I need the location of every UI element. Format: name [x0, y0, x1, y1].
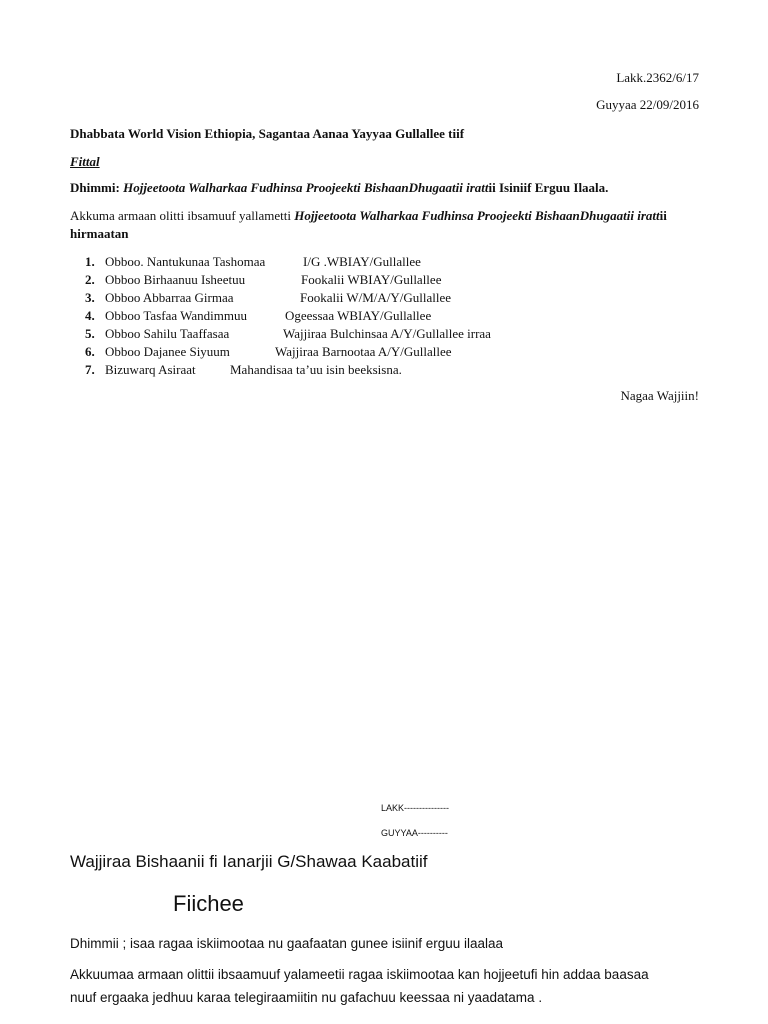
subject-label: Dhimmi:	[70, 180, 120, 195]
subject-tail: ii Isiniif Erguu Ilaala.	[488, 180, 609, 195]
list-number: 1.	[85, 254, 95, 269]
list-item	[85, 361, 645, 379]
member-name: Obboo Dajanee Siyuum	[105, 344, 230, 359]
subject-line-2: Dhimmii ; isaa ragaa iskiimootaa nu gaafaatan gunee isiinif erguu ilaalaa	[70, 936, 504, 951]
member-name: Bizuwarq Asiraat	[105, 362, 196, 377]
member-role: Wajjiraa Barnootaa A/Y/Gullallee	[275, 344, 452, 359]
body-line2: hirmaatan	[70, 226, 129, 241]
member-name: Obboo Birhaanuu Isheetuu	[105, 272, 246, 287]
body-italic: Hojjeetoota Walharkaa Fudhinsa Proojeekti BishaanDhugaatii iratt	[294, 208, 660, 223]
list-item	[85, 343, 645, 361]
member-name: Obboo. Nantukunaa Tashomaa	[105, 254, 266, 269]
member-role: Ogeessaa WBIAY/Gullallee	[285, 308, 432, 323]
list-number: 2.	[85, 272, 95, 287]
body-tail: ii	[659, 208, 667, 223]
lakk-line: LAKK---------------	[381, 803, 449, 813]
member-role: Fookalii WBIAY/Gullallee	[301, 272, 442, 287]
list-number: 7.	[85, 362, 95, 377]
body-paragraph	[70, 208, 710, 224]
member-name: Obboo Tasfaa Wandimmuu	[105, 308, 247, 323]
member-name: Obboo Sahilu Taaffasaa	[105, 326, 230, 341]
list-item	[85, 307, 645, 325]
guyyaa-line: GUYYAA----------	[381, 828, 448, 838]
reference-number: Lakk.2362/6/17	[616, 70, 699, 85]
letter-date: Guyyaa 22/09/2016	[596, 97, 699, 112]
closing-line: Nagaa Wajjiin!	[620, 388, 699, 403]
members-list	[85, 253, 645, 379]
list-number: 4.	[85, 308, 95, 323]
subject-italic: Hojjeetoota Walharkaa Fudhinsa Proojeekti BishaanDhugaatii iratt	[123, 180, 489, 195]
list-number: 6.	[85, 344, 95, 359]
subject-line	[70, 180, 710, 196]
list-number: 5.	[85, 326, 95, 341]
recipient-heading: Wajjiraa Bishaanii fi Ianarjii G/Shawaa Kaabatiif	[70, 852, 428, 871]
fiichee-heading: Fiichee	[173, 891, 244, 916]
list-item	[85, 325, 645, 343]
member-name: Obboo Abbarraa Girmaa	[105, 290, 234, 305]
member-role: Mahandisaa ta’uu isin beeksisna.	[230, 362, 402, 377]
list-item	[85, 253, 645, 271]
member-role: Fookalii W/M/A/Y/Gullallee	[300, 290, 452, 305]
member-role: Wajjiraa Bulchinsaa A/Y/Gullallee irraa	[283, 326, 491, 341]
fittal-label: Fittal	[70, 154, 100, 169]
member-role: I/G .WBIAY/Gullallee	[303, 254, 421, 269]
list-number: 3.	[85, 290, 95, 305]
body-line-1: Akkuumaa armaan olittii ibsaamuuf yalameetii ragaa iskiimootaa kan hojjeetufi hin addaa baasaa	[70, 967, 649, 982]
body-start: Akkuma armaan olitti ibsamuuf yallametti	[70, 208, 291, 223]
list-item	[85, 271, 645, 289]
recipient-line: Dhabbata World Vision Ethiopia, Sagantaa Aanaa Yayyaa Gullallee tiif	[70, 126, 465, 141]
list-item	[85, 289, 645, 307]
body-line-2: nuuf ergaaka jedhuu karaa telegiraamiitin nu gafachuu keessaa ni yaadatama .	[70, 990, 543, 1005]
